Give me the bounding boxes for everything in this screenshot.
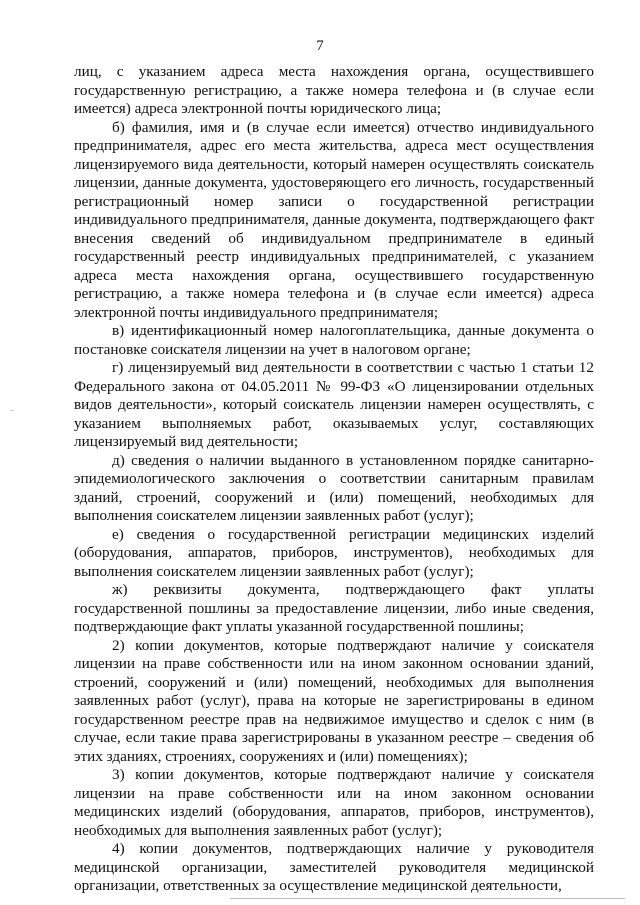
paragraph-4: 4) копии документов, подтверждающих наличие у руководителя медицинской организации, заместителей руководителя медицинской организации, ответственных за осуществление медицинской деятельности, — [74, 840, 594, 894]
scan-edge-line — [230, 898, 625, 899]
paragraph-1-continuation: лиц, с указанием адреса места нахождения органа, осуществившего государственную регистрацию, а также номера телефона и (в случае если имеется) адреса электронной почты юридического лица; — [74, 63, 594, 117]
paragraph-e: е) сведения о государственной регистрации медицинских изделий (оборудования, аппаратов, приборов, инструментов), необходимых для выполнения соискателем лицензии заявленных работ (услуг); — [74, 525, 594, 580]
scan-margin-mark — [10, 410, 14, 411]
document-body — [74, 63, 594, 896]
paragraph-d: д) сведения о наличии выданного в установленном порядке санитарно-эпидемиологического заключения о соответствии санитарным правилам зданий, строений, сооружений и (или) помещений, необходимых для выполнения соискателем лицензии заявленных работ (услуг); — [74, 451, 594, 524]
paragraph-g: г) лицензируемый вид деятельности в соответствии с частью 1 статьи 12 Федерального закона от 04.05.2011 № 99-ФЗ «О лицензировании отдельных видов деятельности», который соискатель лицензии намерен осуществлять, с указанием выполняемых работ, оказываемых услуг, составляющих лицензируемый вид деятельности; — [74, 359, 594, 450]
page-number: 7 — [316, 38, 324, 54]
paragraph-zh: ж) реквизиты документа, подтверждающего факт уплаты государственной пошлины за предоставление лицензии, либо иные сведения, подтверждающие факт уплаты указанной государственной пошлины; — [74, 581, 594, 635]
paragraph-3: 3) копии документов, которые подтверждают наличие у соискателя лицензии на праве собственности или на ином законном основании медицинских изделий (оборудования, аппаратов, приборов, инструментов), необходимых для выполнения заявленных работ (услуг); — [74, 766, 594, 839]
paragraph-2: 2) копии документов, которые подтверждают наличие у соискателя лицензии на праве собственности или на ином законном основании зданий, строений, сооружений и (или) помещений, необходимых для выполнения заявленных работ (услуг), права на которые не зарегистрированы в едином государственном реестре прав на недвижимое имущество и сделок с ним (в случае, если такие права зарегистрированы в указанном реестре – сведения об этих зданиях, строениях, сооружениях и (или) помещениях); — [74, 636, 594, 765]
paragraph-v: в) идентификационный номер налогоплательщика, данные документа о постановке соискателя лицензии на учет в налоговом органе; — [74, 322, 594, 358]
paragraph-b: б) фамилия, имя и (в случае если имеется) отчество индивидуального предпринимателя, адрес его места жительства, адреса мест осуществления лицензируемого вида деятельности, который намерен осуществлять соискатель лицензии, данные документа, удостоверяющего его личность, государственный регистрационный номер записи о государственной регистрации индивидуального предпринимателя, данные документа, подтверждающего факт внесения сведений об индивидуальном предпринимателе в единый государственный реестр индивидуальных предпринимателей, с указанием адреса места нахождения органа, осуществившего государственную регистрацию, а также номера телефона и (в случае если имеется) адреса электронной почты индивидуального предпринимателя; — [74, 118, 594, 321]
